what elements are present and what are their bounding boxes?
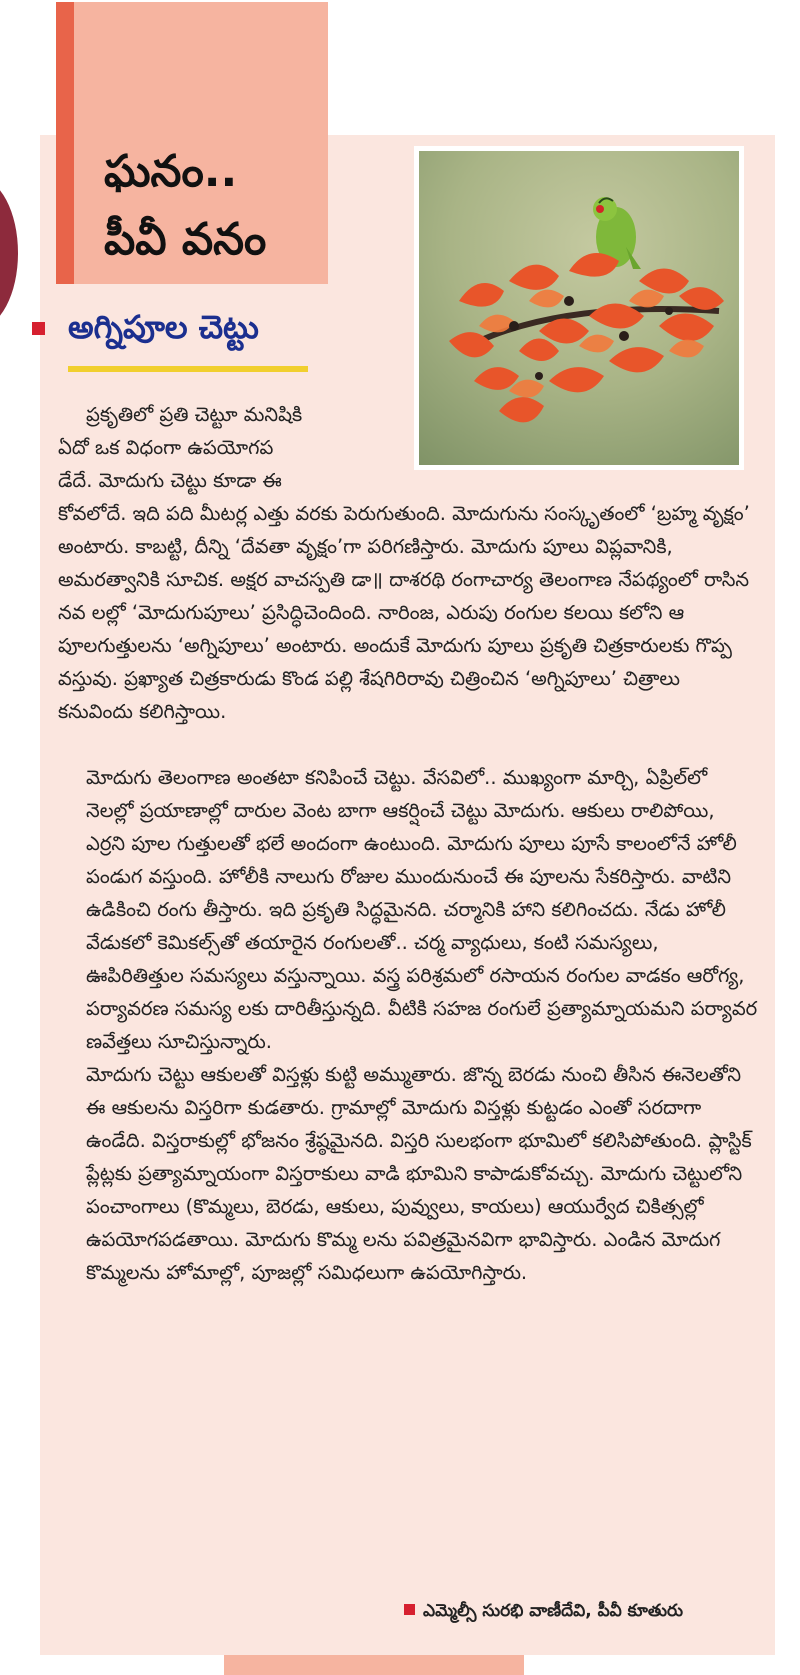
paragraph-1-line-3: డేదే. మోదుగు చెట్టు కూడా ఈ	[58, 469, 282, 492]
signature-text: ఎమ్మెల్సీ సురభి వాణీదేవి, పీవీ కూతురు	[423, 1601, 683, 1621]
article-body	[58, 398, 758, 1289]
edge-decoration	[0, 178, 18, 328]
title-line-2: పీవీ వనం	[104, 214, 267, 265]
author-signature	[404, 1601, 683, 1625]
paragraph-1-line-2: ఏదో ఒక విధంగా ఉపయోగప	[58, 436, 274, 459]
article-title	[104, 138, 266, 274]
subheading-underline	[68, 366, 308, 372]
paragraph-1-rest: కోవలోదే. ఇది పది మీటర్ల ఎత్తు వరకు పెరుగుతుంది. మోదుగును సంస్కృతంలో ‘బ్రహ్మ వృక్షం’ అంటారు. కాబట్టి, దీన్ని ‘దేవతా వృక్షం’గా పరిగణిస్తారు. మోదుగు పూలు విప్లవానికి, అమరత్వానికి సూచిక. అక్షర వాచస్పతి డా॥ దాశరథి రంగాచార్య తెలంగాణ నేపథ్యంలో రాసిన నవ లల్లో ‘మోదుగుపూలు’ ప్రసిద్ధిచెందింది. నారింజ, ఎరుపు రంగుల కలయి కలోని ఆ పూలగుత్తులను ‘అగ్నిపూలు’ అంటారు. అందుకే మోదుగు పూలు ప్రకృతి చిత్రకారులకు గొప్ప వస్తువు. ప్రఖ్యాత చిత్రకారుడు కొండ పల్లి శేషగిరిరావు చిత్రించిన ‘అగ్నిపూలు’ చిత్రాలు కనువిందు కలిగిస్తాయి.	[58, 502, 750, 723]
paragraph-3: మోదుగు చెట్టు ఆకులతో విస్తళ్లు కుట్టి అమ్ముతారు. జొన్న బెరడు నుంచి తీసిన ఈనెలతోని ఈ ఆకులను విస్తరిగా కుడతారు. గ్రామాల్లో మోదుగు విస్తళ్లు కుట్టడం ఎంతో సరదాగా ఉండేది. విస్తరాకుల్లో భోజనం శ్రేష్ఠమైనది. విస్తరి సులభంగా భూమిలో కలిసిపోతుంది. ప్లాస్టిక్ ప్లేట్లకు ప్రత్యామ్నాయంగా విస్తరాకులు వాడి భూమిని కాపాడుకోవచ్చు. మోదుగు చెట్టులోని పంచాంగాలు (కొమ్మలు, బెరడు, ఆకులు, పువ్వులు, కాయలు) ఆయుర్వేద చికిత్సల్లో ఉపయోగపడతాయి. మోదుగు కొమ్మ లను పవిత్రమైనవిగా భావిస్తారు. ఎండిన మోదుగ కొమ్మలను హోమాల్లో, పూజల్లో సమిధలుగా ఉపయోగిస్తారు.	[86, 1063, 752, 1284]
title-line-1: ఘనం..	[104, 146, 238, 197]
subheading-text: అగ్నిపూల చెట్టు	[68, 308, 259, 346]
paragraph-2: మోదుగు తెలంగాణ అంతటా కనిపించే చెట్టు. వేసవిలో.. ముఖ్యంగా మార్చి, ఏప్రిల్‌లో నెలల్లో ప్రయాణాల్లో దారుల వెంట బాగా ఆకర్షించే చెట్టు మోదుగు. ఆకులు రాలిపోయి, ఎర్రని పూల గుత్తులతో భలే అందంగా ఉంటుంది. మోదుగు పూలు పూసే కాలంలోనే హోలీ పండుగ వస్తుంది. హోలీకి నాలుగు రోజుల ముందునుంచే ఈ పూలను సేకరిస్తారు. వాటిని ఉడికించి రంగు తీస్తారు. ఇది ప్రకృతి సిద్ధమైనది. చర్మానికి హాని కలిగించదు. నేడు హోలీ వేడుకలో కెమికల్స్‌తో తయారైన రంగులతో.. చర్మ వ్యాధులు, కంటి సమస్యలు, ఊపిరితిత్తుల సమస్యలు వస్తున్నాయి. వస్త్ర పరిశ్రమలో రసాయన రంగుల వాడకం ఆరోగ్య, పర్యావరణ సమస్య లకు దారితీస్తున్నది. వీటికి సహజ రంగులే ప్రత్యామ్నాయమని పర్యావర ణవేత్తలు సూచిస్తున్నారు.	[86, 766, 758, 1053]
paragraph-1-lead	[58, 398, 403, 497]
subheading-bullet	[32, 322, 45, 335]
paragraph-gap	[58, 728, 758, 761]
title-accent-bar	[56, 2, 74, 284]
paragraph-1-line-1: ప్రకృతిలో ప్రతి చెట్టూ మనిషికి	[86, 403, 303, 426]
bottom-accent-bar	[224, 1655, 524, 1675]
signature-bullet	[404, 1604, 415, 1615]
